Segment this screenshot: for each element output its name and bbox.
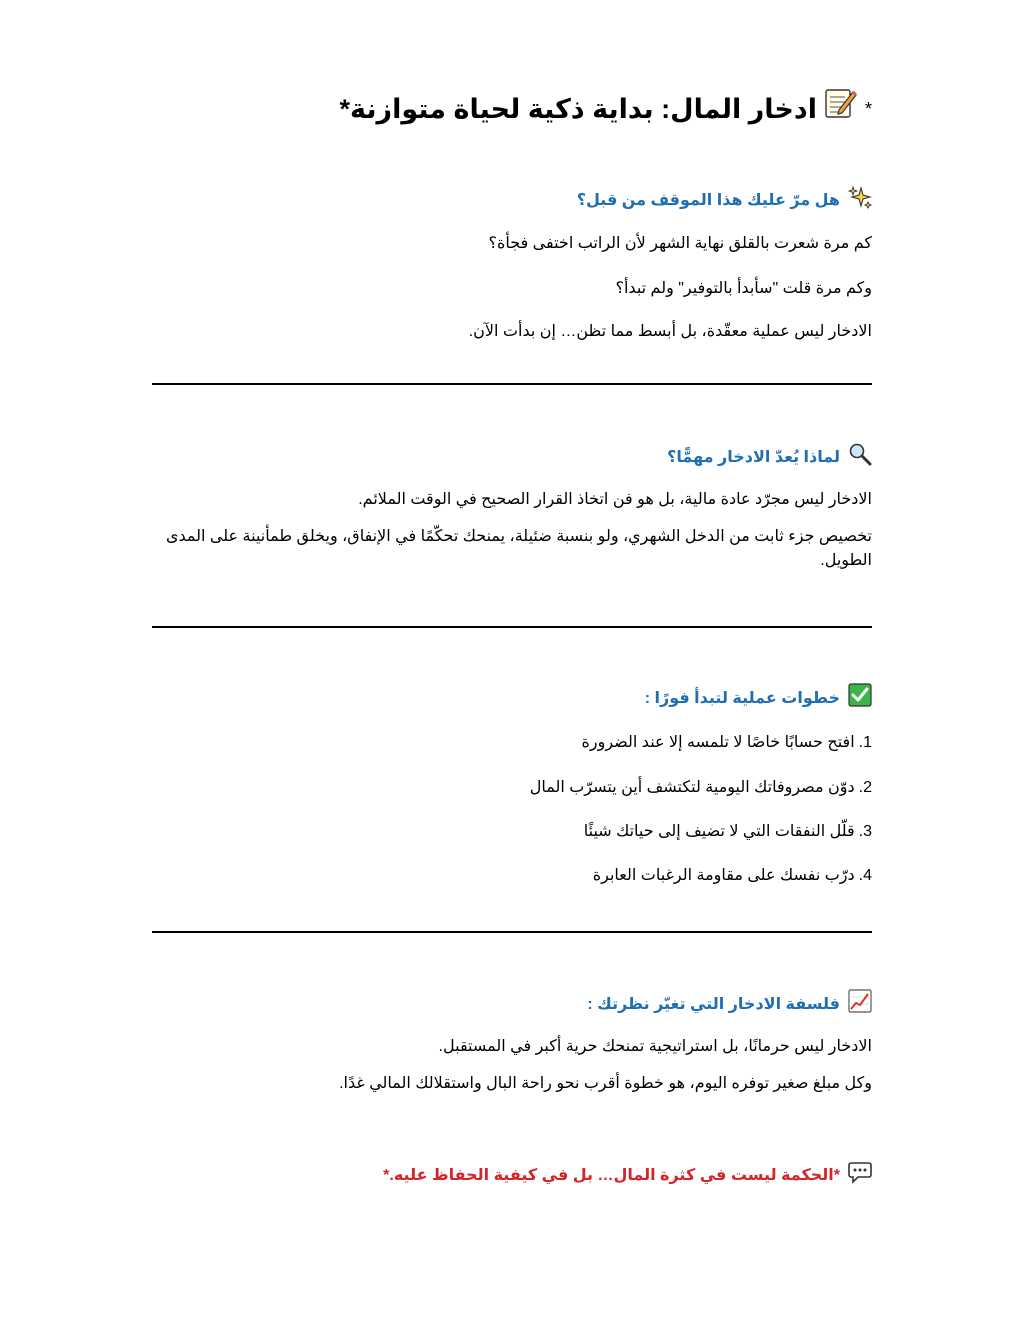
memo-icon: [823, 86, 857, 131]
section-steps-heading-text: خطوات عملية لتبدأ فورًا :: [644, 690, 840, 707]
chart-increasing-icon: [848, 989, 872, 1021]
section-intro-heading: [152, 188, 872, 214]
section-philosophy: [152, 992, 872, 1096]
step-number: 3.: [858, 823, 872, 840]
section-importance: [152, 445, 872, 573]
sparkles-icon: [848, 185, 872, 217]
title-star: *: [864, 98, 872, 119]
page-title: [152, 86, 872, 131]
divider-2: [152, 626, 872, 628]
list-item: [152, 776, 872, 800]
section-steps-heading: [152, 686, 872, 712]
intro-line-1: كم مرة شعرت بالقلق نهاية الشهر لأن الراتب اختفى فجأة؟: [488, 235, 872, 252]
quote-line: [152, 1160, 872, 1189]
steps-list: [152, 731, 872, 888]
section-importance-heading-text: لماذا يُعدّ الادخار مهمًّا؟: [667, 449, 840, 466]
quote-text: *الحكمة ليست في كثرة المال… بل في كيفية الحفاظ عليه.*: [383, 1166, 840, 1184]
magnifier-icon: [848, 442, 872, 474]
intro-line-3: الادخار ليس عملية معقّدة، بل أبسط مما تظن… إن بدأت الآن.: [468, 323, 872, 340]
section-intro: [152, 188, 872, 344]
step-text: قلّل النفقات التي لا تضيف إلى حياتك شيئًا: [583, 823, 855, 840]
closing-quote: [152, 1160, 872, 1189]
step-number: 2.: [858, 779, 872, 796]
divider-3: [152, 931, 872, 933]
divider-1: [152, 383, 872, 385]
intro-line-2: وكم مرة قلت "سأبدأ بالتوفير" ولم تبدأ؟: [615, 280, 872, 297]
check-box-icon: [848, 683, 872, 715]
list-item: [152, 820, 872, 844]
step-number: 1.: [858, 734, 872, 751]
step-text: افتح حسابًا خاصًا لا تلمسه إلا عند الضرورة: [581, 734, 855, 751]
title-text: ادخار المال: بداية ذكية لحياة متوازنة*: [339, 93, 817, 124]
step-number: 4.: [858, 867, 872, 884]
philosophy-line-2: وكل مبلغ صغير توفره اليوم، هو خطوة أقرب نحو راحة البال واستقلالك المالي غدًا.: [339, 1075, 872, 1092]
importance-line-1: الادخار ليس مجرّد عادة مالية، بل هو فن اتخاذ القرار الصحيح في الوقت الملائم.: [358, 491, 872, 508]
section-philosophy-heading: [152, 992, 872, 1018]
philosophy-line-1: الادخار ليس حرمانًا، بل استراتيجية تمنحك حرية أكبر في المستقبل.: [438, 1038, 872, 1055]
section-importance-heading: [152, 445, 872, 471]
section-steps: [152, 686, 872, 888]
importance-line-2: تخصيص جزء ثابت من الدخل الشهري، ولو بنسبة ضئيلة، يمنحك تحكّمًا في الإنفاق، ويخلق طمأنينة على المدى الطويل.: [165, 528, 872, 569]
speech-balloon-icon: [848, 1160, 872, 1189]
section-philosophy-heading-text: فلسفة الادخار التي تغيّر نظرتك :: [587, 996, 840, 1013]
step-text: دوّن مصروفاتك اليومية لتكتشف أين يتسرّب المال: [529, 779, 855, 796]
list-item: [152, 731, 872, 755]
list-item: [152, 864, 872, 888]
section-intro-heading-text: هل مرّ عليك هذا الموقف من قبل؟: [576, 192, 840, 209]
step-text: درّب نفسك على مقاومة الرغبات العابرة: [592, 867, 855, 884]
